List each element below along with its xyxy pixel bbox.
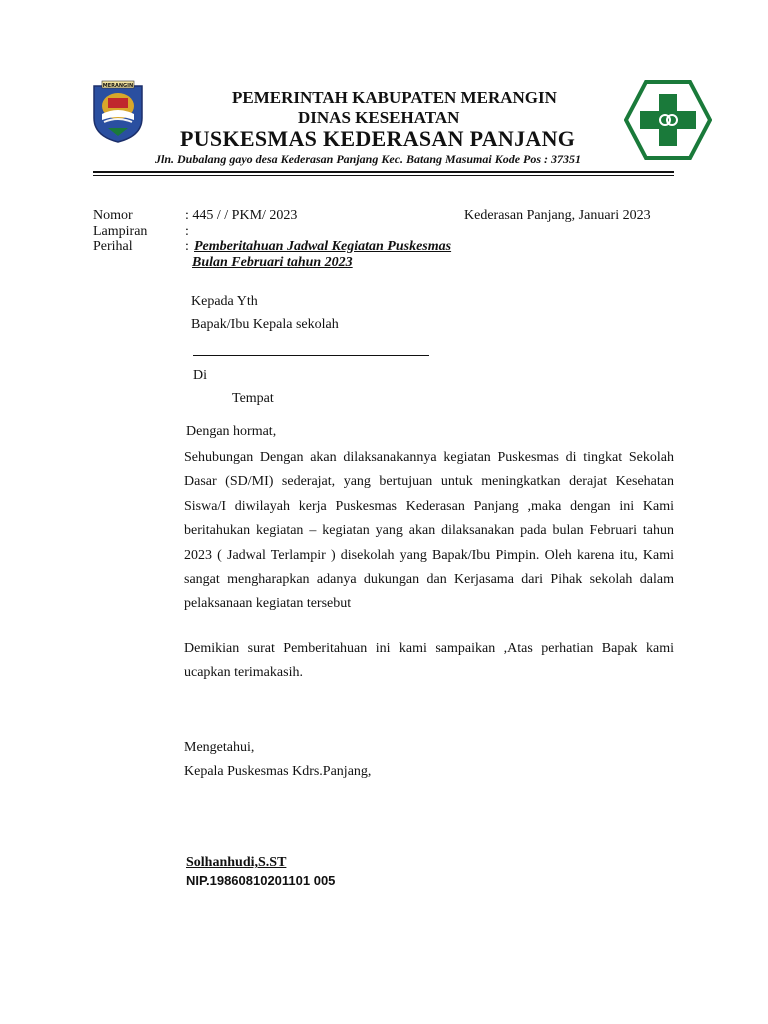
letter-body (184, 446, 674, 686)
acknowledgement-label: Mengetahui, (184, 740, 255, 755)
recipient-di: Di (193, 368, 207, 383)
signatory-name: Solhanhudi,S.ST (186, 855, 287, 870)
recipient-salutation: Kepada Yth (191, 294, 258, 309)
header-department: DINAS KESEHATAN (298, 108, 460, 127)
lampiran-value: : (185, 224, 189, 239)
body-paragraph-2: Demikian surat Pemberitahuan ini kami sampaikan ,Atas perhatian Bapak kami ucapkan terimakasih. (184, 640, 674, 681)
signatory-title: Kepala Puskesmas Kdrs.Panjang, (184, 764, 372, 779)
lampiran-label: Lampiran (93, 224, 148, 239)
svg-text:MERANGIN: MERANGIN (102, 83, 134, 89)
place-date: Kederasan Panjang, Januari 2023 (464, 208, 651, 223)
perihal-subject-line2: Bulan Februari tahun 2023 (192, 255, 353, 270)
nomor-label: Nomor (93, 208, 133, 223)
header-divider (93, 171, 674, 173)
header-address: Jln. Dubalang gayo desa Kederasan Panjang Kec. Batang Masumai Kode Pos : 37351 (155, 152, 582, 166)
puskesmas-cross-logo (624, 80, 712, 160)
header-government: PEMERINTAH KABUPATEN MERANGIN (232, 88, 557, 107)
header-institution: PUSKESMAS KEDERASAN PANJANG (180, 126, 576, 151)
perihal-colon: : (185, 239, 189, 254)
signatory-nip: NIP.19860810201101 005 (186, 873, 336, 888)
body-paragraph-1: Sehubungan Dengan akan dilaksanakannya kegiatan Puskesmas di tingkat Sekolah Dasar (SD/MI) sederajat, yang bertujuan untuk meningkatkan derajat Kesehatan Siswa/I diwilayah kerja Puskesmas Kederasan Panjang ,maka dengan ini Kami beritahukan kegiatan – kegiatan yang akan dilaksanakan pada bulan Februari tahun 2023 ( Jadwal Terlampir ) disekolah yang Bapak/Ibu Pimpin. Oleh karena itu, Kami sangat mengharapkan adanya dukungan dan Kerjasama dari Pihak sekolah dalam pelaksanaan kegiatan tersebut (184, 450, 674, 612)
recipient-blank-line (193, 355, 429, 356)
recipient-name: Bapak/Ibu Kepala sekolah (191, 317, 339, 332)
merangin-emblem-logo (90, 80, 146, 144)
nomor-value: : 445 / / PKM/ 2023 (185, 208, 298, 223)
header-divider-thin (93, 175, 674, 176)
perihal-label: Perihal (93, 239, 133, 254)
recipient-place: Tempat (232, 391, 274, 406)
perihal-subject-line1: Pemberitahuan Jadwal Kegiatan Puskesmas (194, 239, 452, 254)
greeting: Dengan hormat, (186, 424, 277, 439)
